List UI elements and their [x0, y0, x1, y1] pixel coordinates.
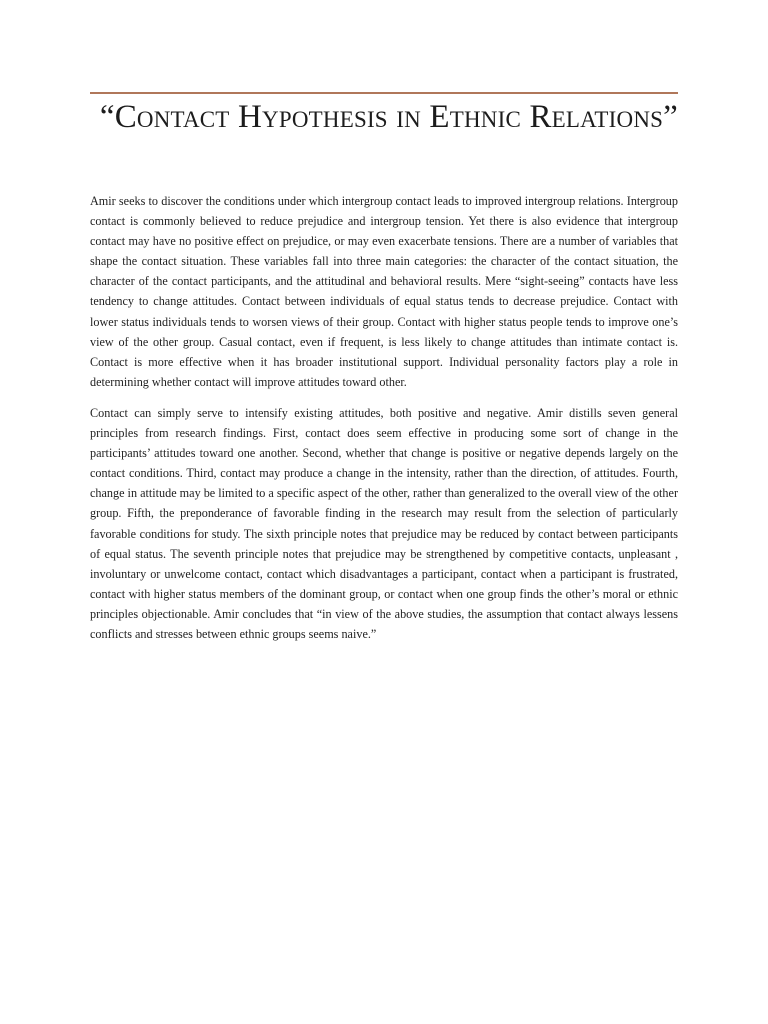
- body-text: [90, 191, 678, 655]
- title-rule: [90, 92, 678, 94]
- paragraph-1: Amir seeks to discover the conditions under which intergroup contact leads to improved intergroup relations. Intergroup contact is commonly believed to reduce prejudice and intergroup tension. Yet there is also evidence that intergroup contact may have no positive effect on prejudice, or may even exacerbate tensions. There are a number of variables that shape the contact situation. These variables fall into three main categories: the character of the contact situation, the character of the contact participants, and the attitudinal and behavioral results. Mere “sight-seeing” contacts have less tendency to change attitudes. Contact between individuals of equal status tends to decrease prejudice. Contact with lower status individuals tends to worsen views of their group. Contact with higher status people tends to improve one’s view of the other group. Casual contact, even if frequent, is less likely to change attitudes than intimate contact is. Contact is more effective when it has broader institutional support. Individual personality factors play a role in determining whether contact will improve attitudes toward other.: [90, 194, 678, 389]
- page-title: “Contact Hypothesis in Ethnic Relations”: [99, 99, 678, 135]
- paragraph-2: Contact can simply serve to intensify existing attitudes, both positive and negative. Amir distills seven general principles from research findings. First, contact does seem effective in producing some sort of change in the participants’ attitudes toward one another. Second, whether that change is positive or negative depends largely on the contact conditions. Third, contact may produce a change in the intensity, rather than the direction, of attitudes. Fourth, change in attitude may be limited to a specific aspect of the other, rather than generalized to the overall view of the other group. Fifth, the preponderance of favorable finding in the research may result from the selection of particularly favorable conditions for study. The sixth principle notes that prejudice may be reduced by contact between participants of equal status. The seventh principle notes that prejudice may be strengthened by competitive contacts, unpleasant , involuntary or unwelcome contact, contact which disadvantages a participant, contact when a participant is frustrated, contact with higher status members of the dominant group, or contact when one group finds the other’s moral or ethnic principles objectionable. Amir concludes that “in view of the above studies, the assumption that contact always lessens conflicts and stresses between ethnic groups seems naive.”: [90, 405, 678, 641]
